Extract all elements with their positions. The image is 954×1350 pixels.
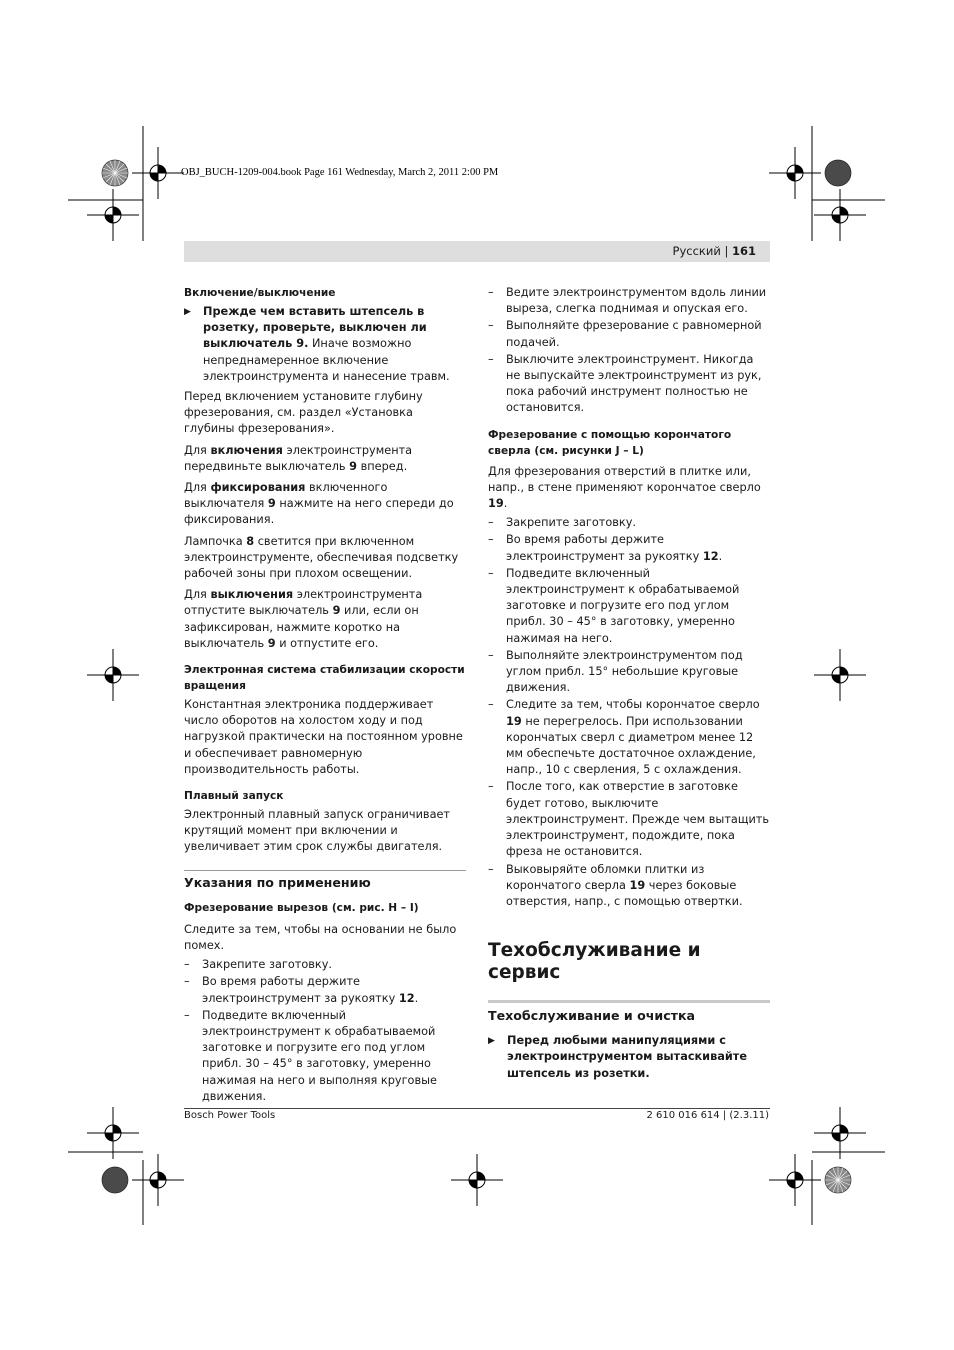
onoff-p4: Лампочка 8 светится при включенном электроинструменте, обеспечивая подсветку рабочей зоны при плохом освещении. bbox=[184, 534, 459, 581]
electronic-text: Константная электроника поддерживает число оборотов на холостом ходу и под нагрузкой практически на постоянном уровне и обеспечивает равномерную производительность работы. bbox=[184, 698, 463, 776]
crop-mark-top-left bbox=[68, 126, 184, 241]
header-language: Русский bbox=[672, 244, 721, 258]
onoff-warning-bold: Прежде чем вставить штепсель в розетку, проверьте, выключен ли выключатель 9. bbox=[203, 305, 427, 351]
header-page-number: 161 bbox=[731, 244, 756, 258]
onoff-warning-rest: Иначе возможно непреднамеренное включение электроинструмента и нанесение травм. bbox=[203, 337, 450, 383]
softstart-heading: Плавный запуск bbox=[184, 790, 284, 803]
book-header: OBJ_BUCH-1209-004.book Page 161 Wednesday, March 2, 2011 2:00 PM bbox=[181, 167, 499, 178]
crop-mark-bottom-right bbox=[769, 1107, 885, 1225]
maintenance-heading: Техобслуживание и сервис bbox=[488, 940, 701, 984]
electronic-heading: Электронная система стабилизации скорости вращения bbox=[184, 664, 465, 693]
list-item: – Выполняйте электроинструментом под углом прибл. 15° небольшие круговые движения. bbox=[488, 648, 743, 695]
registration-mark-bottom-center bbox=[451, 1154, 503, 1206]
onoff-p3: Для фиксирования включенного выключателя 9 нажмите на него спереди до фиксирования. bbox=[184, 481, 454, 527]
list-item: – Во время работы держите электроинструмент за рукоятку 12. bbox=[488, 533, 723, 563]
onoff-p2: Для включения электроинструмента передвиньте выключатель 9 вперед. bbox=[184, 443, 413, 473]
crop-mark-bottom-left bbox=[68, 1107, 184, 1225]
page-header-bar bbox=[184, 241, 770, 262]
maintenance-warning-text: Перед любыми манипуляциями с электроинструментом вытаскивайте штепсель из розетки. bbox=[507, 1034, 747, 1080]
crown-heading: Фрезерование с помощью корончатого сверла (см. рисунки J – L) bbox=[488, 428, 732, 457]
list-item: – Подведите включенный электроинструмент к обрабатываемой заготовке и погрузите его под углом прибл. 30 – 45° в заготовку, умеренно нажимая на него и выполняя круговые движения. bbox=[184, 1008, 437, 1103]
continued-list bbox=[488, 285, 770, 417]
maintenance-warning bbox=[488, 1033, 770, 1082]
list-item: – Во время работы держите электроинструмент за рукоятку 12. bbox=[184, 975, 419, 1005]
usage-list bbox=[184, 957, 466, 1105]
softstart-text: Электронный плавный запуск ограничивает крутящий момент при включении и увеличивает этим срок службы двигателя. bbox=[184, 808, 451, 854]
usage-subheading: Фрезерование вырезов (см. рис. H – I) bbox=[184, 901, 419, 914]
right-column bbox=[488, 285, 770, 1086]
list-item: – Выполняйте фрезерование с равномерной подачей. bbox=[488, 319, 762, 349]
crop-mark-top-right bbox=[769, 126, 885, 241]
warning-arrow-icon: ▶ bbox=[184, 307, 191, 317]
list-item: – Подведите включенный электроинструмент к обрабатываемой заготовке и погрузите его под углом прибл. 30 – 45° в заготовку, умеренно нажимая на него. bbox=[488, 566, 740, 645]
list-item: – Закрепите заготовку. bbox=[488, 516, 636, 530]
footer-doc-number: 2 610 016 614 | (2.3.11) bbox=[646, 1110, 769, 1121]
crown-intro: Для фрезерования отверстий в плитке или, напр., в стене применяют корончатое сверло 19. bbox=[488, 464, 761, 511]
list-item: – Закрепите заготовку. bbox=[184, 958, 332, 972]
registration-mark-mid-right bbox=[814, 649, 866, 701]
footer-brand: Bosch Power Tools bbox=[184, 1110, 276, 1121]
registration-mark-mid-left bbox=[87, 649, 139, 701]
list-item: – Следите за тем, чтобы корончатое сверло 19 не перегрелось. При использовании корончатых сверл с диаметром менее 12 мм обеспечьте достаточное охлаждение, напр., 10 с сверления, 5 с охлаждения. bbox=[488, 698, 760, 777]
usage-heading: Указания по применению bbox=[184, 870, 466, 891]
list-item: – Ведите электроинструментом вдоль линии выреза, слегка поднимая и опуская его. bbox=[488, 286, 767, 316]
usage-intro: Следите за тем, чтобы на основании не было помех. bbox=[184, 922, 457, 952]
list-item: – Выключите электроинструмент. Никогда не выпускайте электроинструмент из рук, пока рабочий инструмент полностью не остановится. bbox=[488, 352, 762, 415]
list-item: – Выковыряйте обломки плитки из корончатого сверла 19 через боковые отверстия, напр., с помощью отвертки. bbox=[488, 862, 743, 908]
onoff-warning bbox=[184, 304, 466, 385]
list-item: – После того, как отверстие в заготовке будет готово, выключите электроинструмент. Прежде чем вытащить электроинструмент, подождите, пока фреза не остановится. bbox=[488, 780, 770, 859]
onoff-p5: Для выключения электроинструмента отпустите выключатель 9 или, если он зафиксирован, нажмите коротко на выключатель 9 и отпустите его. bbox=[184, 588, 423, 650]
onoff-p1: Перед включением установите глубину фрезерования, см. раздел «Установка глубины фрезерования». bbox=[184, 390, 423, 436]
onoff-heading: Включение/выключение bbox=[184, 287, 336, 299]
maintenance-subheading: Техобслуживание и очистка bbox=[488, 1000, 770, 1024]
footer-divider bbox=[184, 1108, 770, 1109]
warning-arrow-icon: ▶ bbox=[488, 1036, 495, 1047]
crown-list bbox=[488, 515, 770, 910]
header-separator: | bbox=[720, 244, 732, 258]
left-column bbox=[184, 285, 466, 1109]
page-header-text bbox=[673, 244, 756, 258]
